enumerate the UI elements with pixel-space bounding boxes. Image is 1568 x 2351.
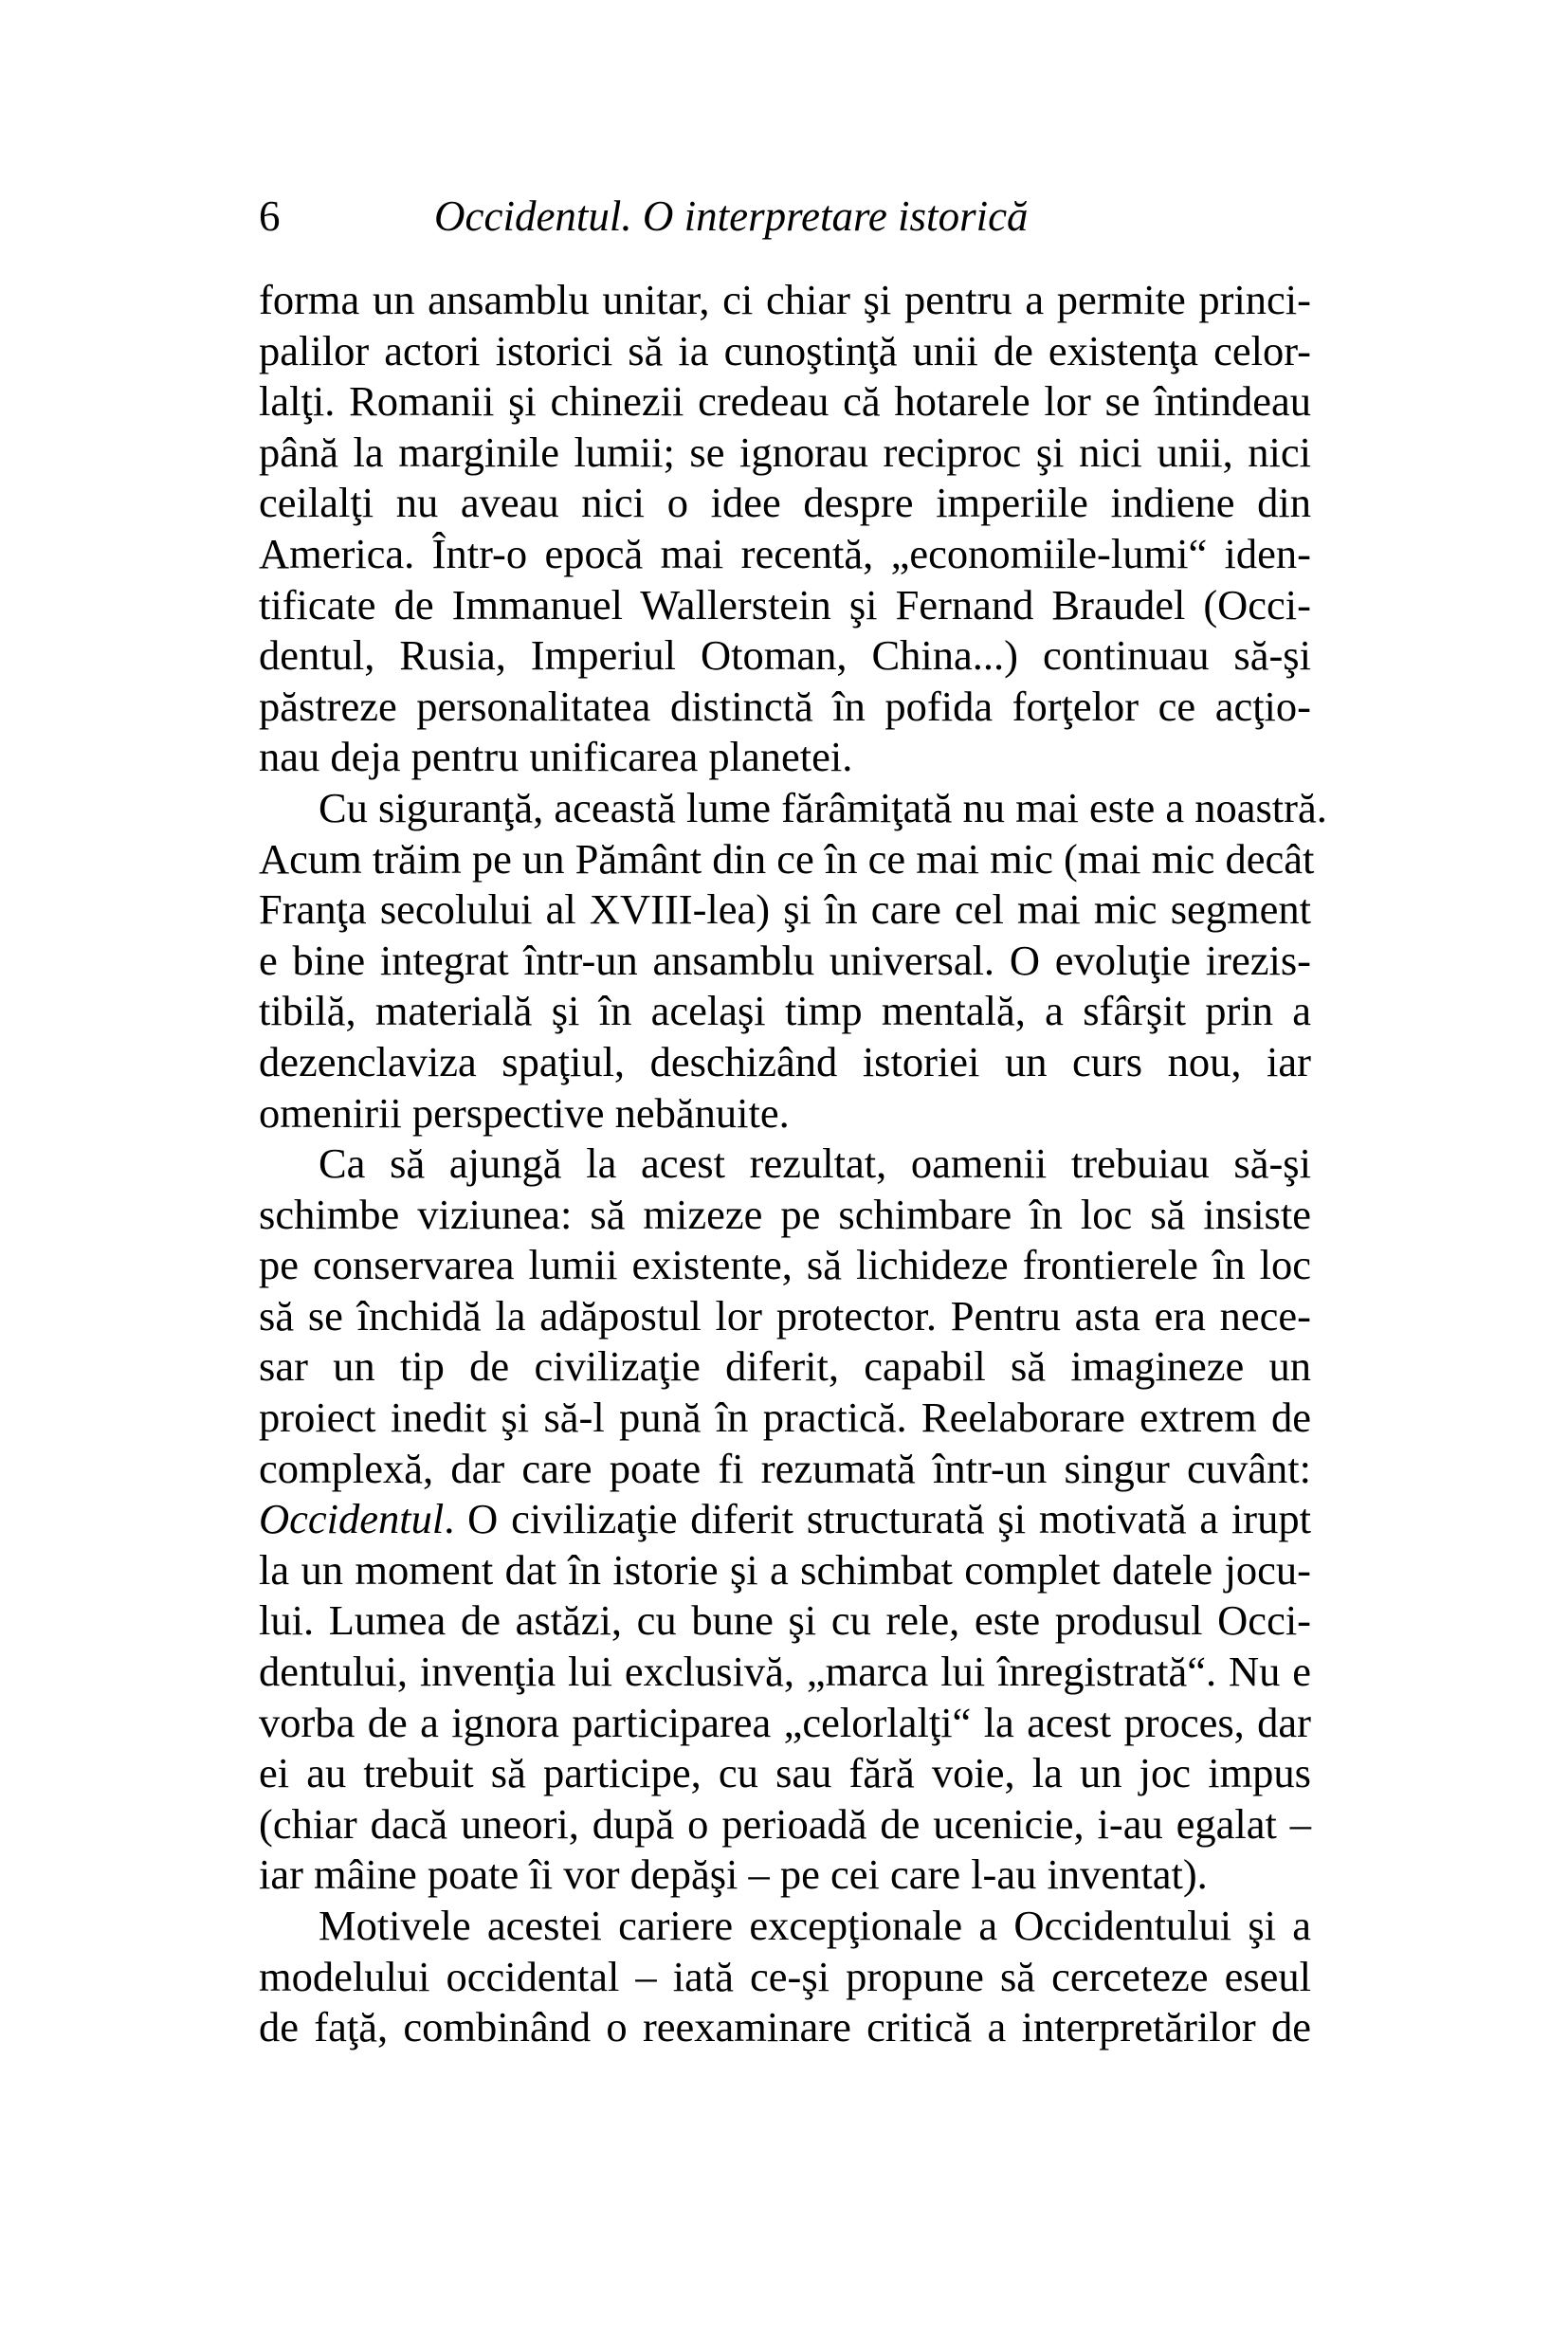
text-line: la un moment dat în istorie şi a schimbat complet datele jocu- xyxy=(259,1545,1311,1594)
running-header xyxy=(259,190,1311,243)
text-line: păstreze personalitatea distinctă în pofida forţelor ce acţio- xyxy=(259,682,1311,730)
text-line: Ca să ajungă la acest rezultat, oamenii trebuiau să-şi xyxy=(319,1139,1311,1188)
paragraph xyxy=(259,1901,1311,2053)
body-text xyxy=(259,275,1327,2053)
paragraph xyxy=(259,783,1327,1139)
text-line: până la marginile lumii; se ignorau reciproc şi nici unii, nici xyxy=(259,428,1311,476)
page-number: 6 xyxy=(259,192,281,240)
text-line: forma un ansamblu unitar, ci chiar şi pentru a permite princi- xyxy=(259,276,1311,323)
text-line: sar un tip de civilizaţie diferit, capabil să imagineze un xyxy=(259,1342,1311,1391)
text-line: Acum trăim pe un Pământ din ce în ce mai mic (mai mic decât xyxy=(259,834,1315,883)
text-line: complexă, dar care poate fi rezumată într-un singur cuvânt: xyxy=(259,1444,1311,1492)
text-line: ei au trebuit să participe, cu sau fără voie, la un joc impus xyxy=(259,1749,1311,1797)
running-title: Occidentul. O interpretare istorică xyxy=(434,192,1029,240)
paragraph xyxy=(259,1139,1311,1901)
text-line: modelului occidental – iată ce-şi propune să cerceteze eseul xyxy=(259,1952,1311,2000)
text-line: proiect inedit şi să-l pună în practică. Reelaborare extrem de xyxy=(259,1394,1311,1442)
emphasized-term: Occidentul xyxy=(259,1495,445,1543)
text-line: să se închidă la adăpostul lor protector. Pentru asta era nece- xyxy=(259,1291,1311,1340)
text-line: Franţa secolului al XVIII-lea) şi în care cel mai mic segment xyxy=(259,885,1311,934)
text-line: schimbe viziunea: să mizeze pe schimbare în loc să insiste xyxy=(259,1190,1311,1238)
text-line: tificate de Immanuel Wallerstein şi Fernand Braudel (Occi- xyxy=(259,580,1311,629)
text-line: tibilă, materială şi în acelaşi timp mentală, a sfârşit prin a xyxy=(259,987,1311,1035)
text-line: ceilalţi nu aveau nici o idee despre imperiile indiene din xyxy=(259,479,1311,527)
text-line: Motivele acestei cariere excepţionale a Occidentului şi a xyxy=(319,1902,1311,1949)
text-line: nau deja pentru unificarea planetei. xyxy=(259,733,853,781)
text-line: pe conservarea lumii existente, să lichideze frontierele în loc xyxy=(259,1241,1311,1289)
text-line: Occidentul. O civilizaţie diferit structurată şi motivată a irupt xyxy=(259,1495,1311,1543)
text-line: dezenclaviza spaţiul, deschizând istoriei un curs nou, iar xyxy=(259,1037,1311,1085)
text-line: e bine integrat într-un ansamblu universal. O evoluţie irezis- xyxy=(259,936,1311,984)
text-line: dentul, Rusia, Imperiul Otoman, China...) continuau să-şi xyxy=(259,631,1311,680)
text-line: omenirii perspective nebănuite. xyxy=(259,1088,790,1137)
text-line: (chiar dacă uneori, după o perioadă de ucenicie, i-au egalat – xyxy=(259,1799,1311,1848)
text-line: America. Într-o epocă mai recentă, „economiile-lumi“ iden- xyxy=(259,529,1311,577)
text-line: vorba de a ignora participarea „celorlalţi“ la acest proces, dar xyxy=(259,1698,1311,1746)
text-line: dentului, invenţia lui exclusivă, „marca lui înregistrată“. Nu e xyxy=(259,1648,1311,1696)
text-line: de faţă, combinând o reexaminare critică a interpretărilor de xyxy=(259,2003,1311,2051)
text-line: lui. Lumea de astăzi, cu bune şi cu rele, este produsul Occi- xyxy=(259,1596,1311,1645)
text-line: palilor actori istorici să ia cunoştinţă unii de existenţa celor- xyxy=(259,326,1311,374)
paragraph xyxy=(259,275,1311,783)
text-line: lalţi. Romanii şi chinezii credeau că hotarele lor se întindeau xyxy=(259,377,1311,426)
text-line: Cu siguranţă, această lume fărâmiţată nu mai este a noastră. xyxy=(319,783,1327,831)
text-line: iar mâine poate îi vor depăşi – pe cei care l-au inventat). xyxy=(259,1850,1208,1899)
